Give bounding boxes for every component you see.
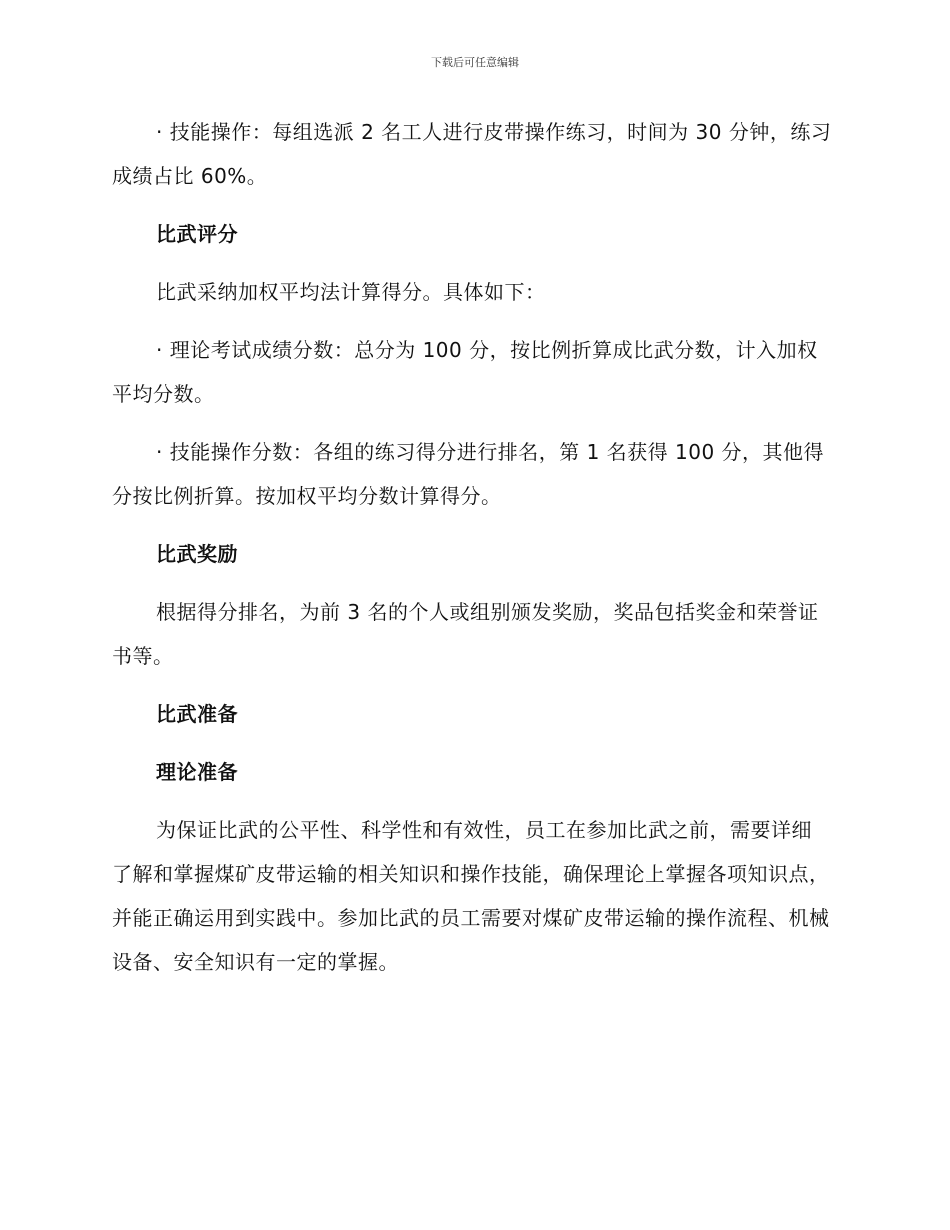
paragraph-rewards: 根据得分排名，为前 3 名的个人或组别颁发奖励，奖品包括奖金和荣誉证书等。 [112,600,819,668]
heading-rewards: 比武奖励 [156,542,238,566]
heading-preparation: 比武准备 [156,702,238,726]
heading-theory-preparation: 理论准备 [156,760,238,784]
paragraph-skill-score: · 技能操作分数：各组的练习得分进行排名，第 1 名获得 100 分，其他得分按比例折算。按加权平均分数计算得分。 [112,440,825,508]
paragraph-skill-operation: · 技能操作：每组选派 2 名工人进行皮带操作练习，时间为 30 分钟，练习成绩占比 60%。 [112,120,832,188]
document-body [112,110,832,998]
heading-scoring: 比武评分 [156,222,238,246]
paragraph-scoring-method: 比武采纳加权平均法计算得分。具体如下： [156,280,546,304]
paragraph-theory-score: · 理论考试成绩分数：总分为 100 分，按比例折算成比武分数，计入加权平均分数。 [112,338,818,406]
paragraph-theory-preparation: 为保证比武的公平性、科学性和有效性，员工在参加比武之前，需要详细了解和掌握煤矿皮带运输的相关知识和操作技能，确保理论上掌握各项知识点，并能正确运用到实践中。参加比武的员工需要对煤矿皮带运输的操作流程、机械设备、安全知识有一定的掌握。 [112,818,830,974]
page-header: 下载后可任意编辑 [431,56,519,69]
